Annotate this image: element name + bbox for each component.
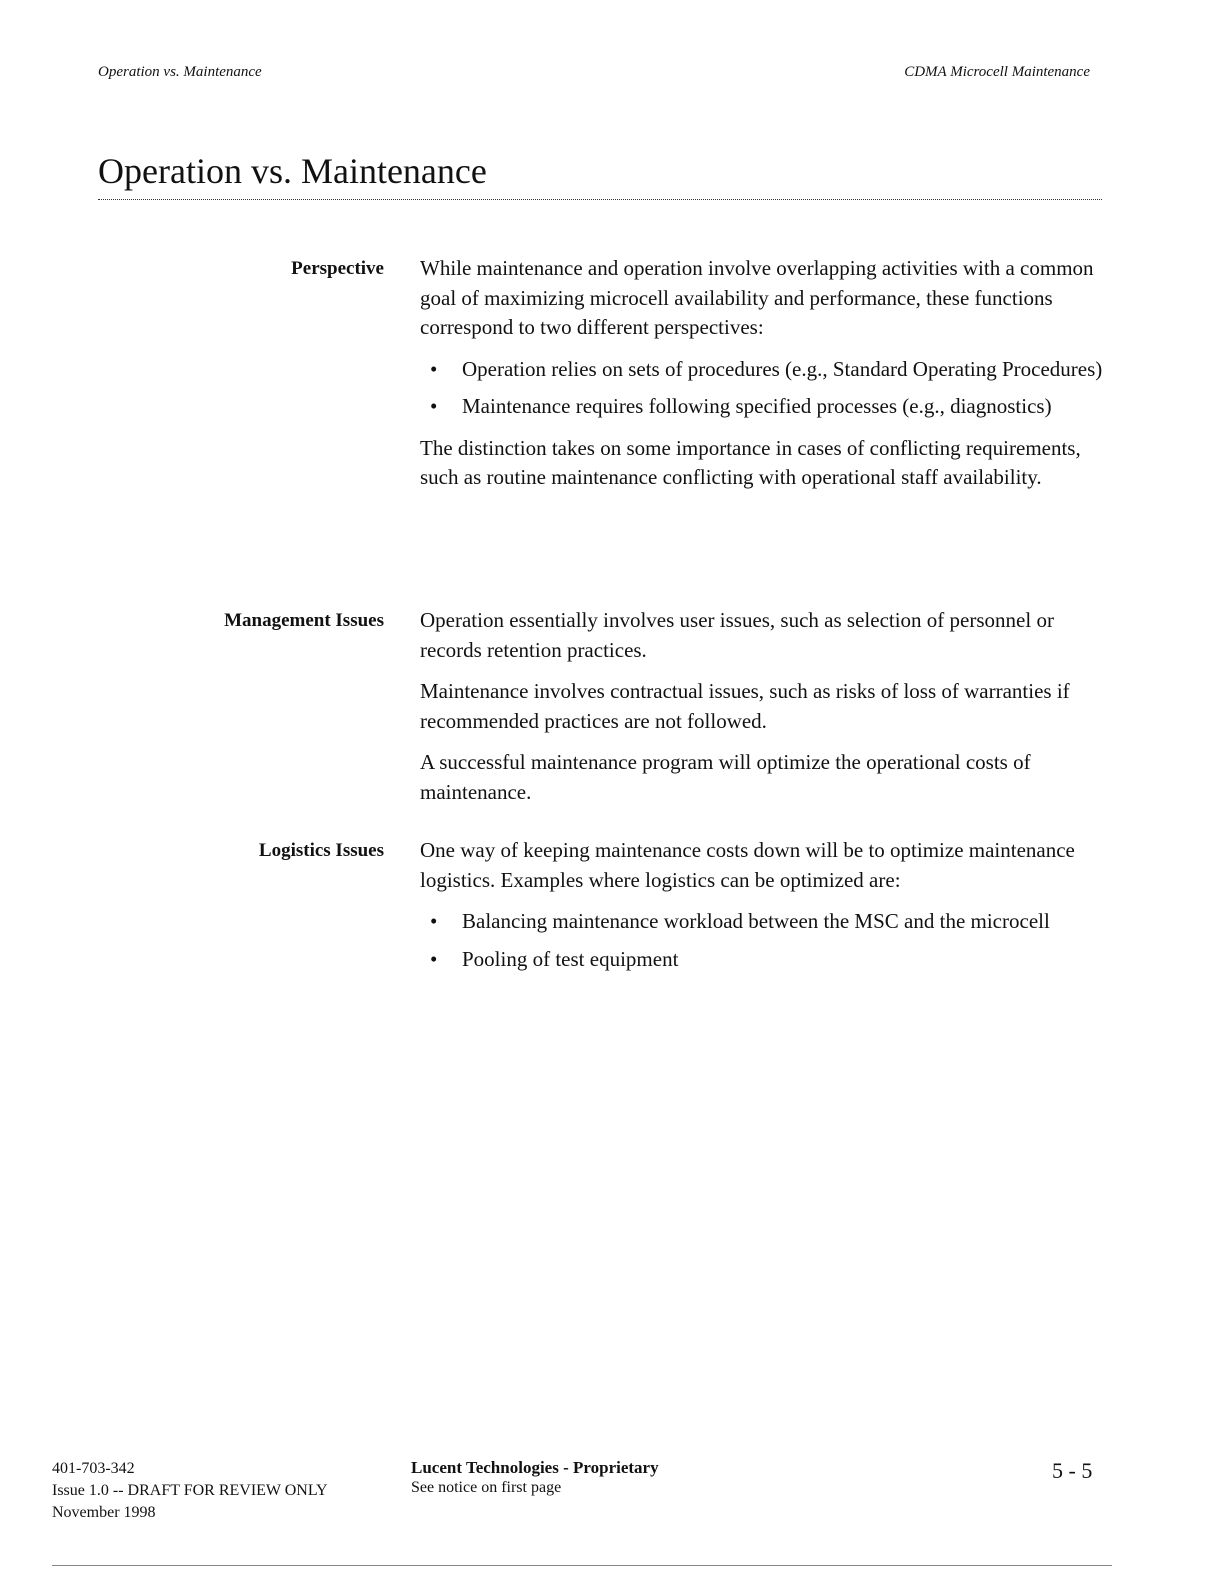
section-label: Perspective: [291, 258, 384, 279]
section-label: Logistics Issues: [258, 840, 384, 861]
paragraph: Maintenance involves contractual issues, such as risks of loss of warranties if recommended practices are not followed.: [420, 679, 1070, 733]
running-header: [98, 64, 1090, 86]
header-chapter-title: Operation vs. Maintenance: [98, 64, 262, 80]
section-body: [420, 836, 1110, 986]
list-item: • Balancing maintenance workload between the MSC and the microcell: [420, 907, 1110, 937]
page-footer: [0, 1458, 1224, 1538]
bullet-icon: •: [430, 909, 438, 933]
document-number: 401-703-342: [52, 1460, 135, 1477]
page-number: 5 - 5: [1052, 1458, 1093, 1483]
paragraph: While maintenance and operation involve overlapping activities with a common goal of maximizing microcell availability and performance, these functions correspond to two different perspectives:: [420, 256, 1094, 339]
section-body: [420, 254, 1110, 505]
bullet-list: [420, 355, 1110, 422]
bullet-list: [420, 907, 1110, 974]
paragraph: One way of keeping maintenance costs down will be to optimize maintenance logistics. Examples where logistics can be optimized are:: [420, 838, 1075, 892]
header-document-title: CDMA Microcell Maintenance: [904, 64, 1090, 80]
footer-proprietary: [411, 1458, 659, 1498]
list-item: • Pooling of test equipment: [420, 945, 1110, 975]
issue-date: November 1998: [52, 1504, 156, 1521]
section-label: Management Issues: [224, 610, 384, 631]
paragraph: A successful maintenance program will optimize the operational costs of maintenance.: [420, 750, 1031, 804]
notice-reference: See notice on first page: [411, 1479, 562, 1496]
page-title: Operation vs. Maintenance: [98, 151, 487, 191]
section-body: [420, 606, 1110, 819]
title-divider: [98, 199, 1102, 200]
paragraph: Operation essentially involves user issues, such as selection of personnel or records retention practices.: [420, 608, 1054, 662]
bottom-divider: [52, 1565, 1112, 1566]
list-item: • Maintenance requires following specified processes (e.g., diagnostics): [420, 392, 1110, 422]
bullet-icon: •: [430, 394, 438, 418]
proprietary-notice: Lucent Technologies - Proprietary: [411, 1458, 659, 1477]
list-item: • Operation relies on sets of procedures (e.g., Standard Operating Procedures): [420, 355, 1110, 385]
issue-line: Issue 1.0 -- DRAFT FOR REVIEW ONLY: [52, 1482, 328, 1499]
footer-document-info: [52, 1458, 328, 1524]
bullet-icon: •: [430, 356, 438, 381]
bullet-icon: •: [430, 946, 438, 971]
paragraph: The distinction takes on some importance in cases of conflicting requirements, such as routine maintenance conflicting with operational staff availability.: [420, 435, 1081, 489]
